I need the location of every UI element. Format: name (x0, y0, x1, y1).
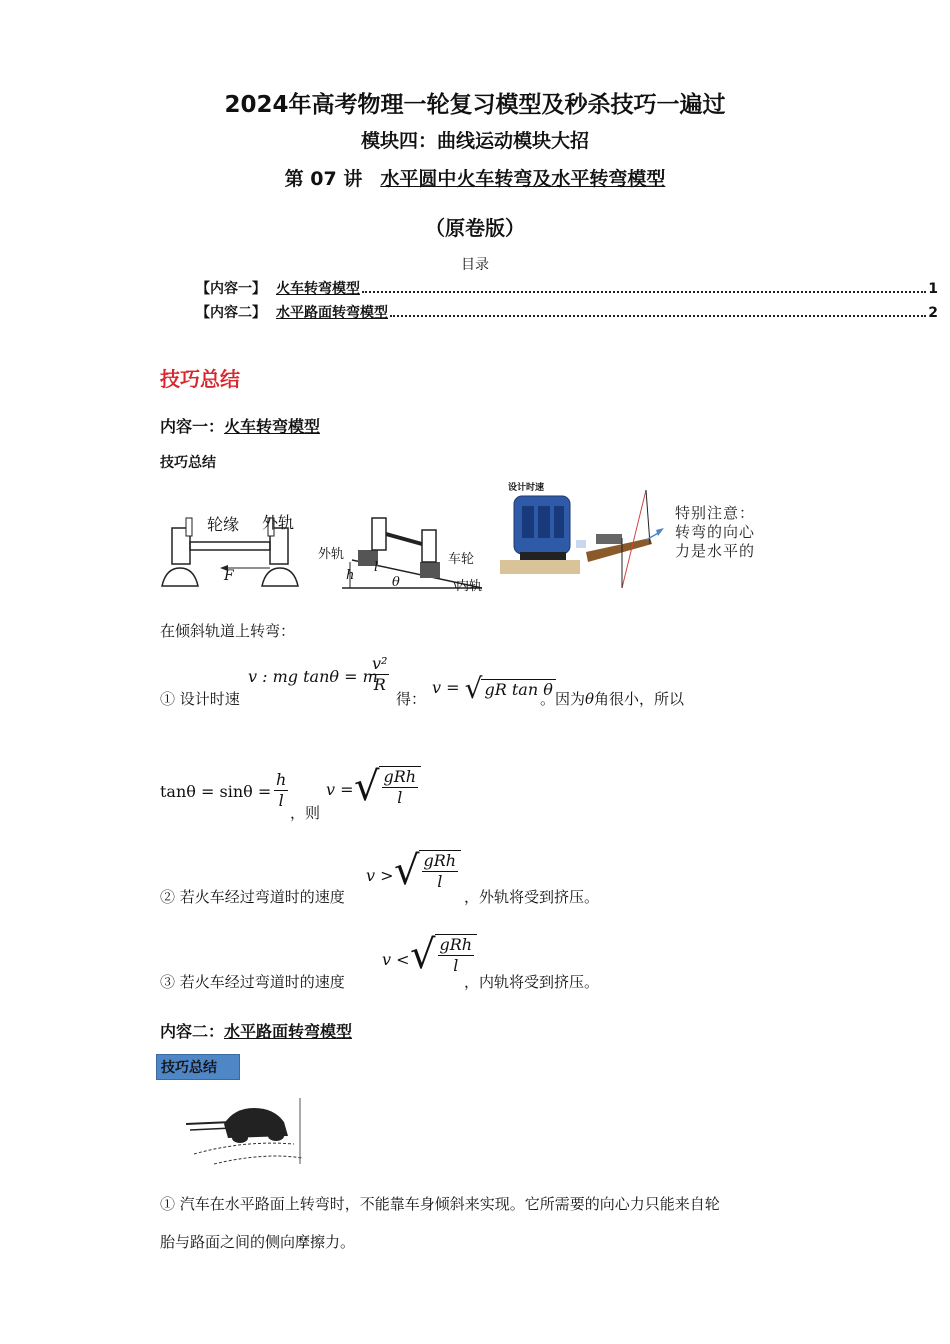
frac-num: h (276, 770, 287, 789)
frac-den: l (397, 788, 403, 807)
eq-result-1: v = √ gR tan θ (432, 672, 556, 705)
eq2-fraction (274, 770, 288, 811)
item2-sqrt: √ $\frac{\text{gRh}}{l}$ (394, 848, 461, 894)
lecture-name: 水平圆中火车转弯及水平转弯模型 (380, 168, 666, 190)
part1-name: 火车转弯模型 (224, 417, 321, 436)
label-force: F (224, 568, 234, 584)
frac-num: gRh (439, 935, 473, 954)
label-outer-rail-2: 外轨 (318, 547, 345, 562)
item3-tail: ，内轨将受到挤压。 (464, 973, 600, 991)
eq-left: v : mg tanθ = m (248, 667, 378, 686)
note-line: 转弯的向心 (675, 523, 756, 541)
part2-prefix: 内容二： (160, 1022, 225, 1041)
item3-v: v < (382, 950, 410, 969)
item2-v: v > (366, 866, 394, 885)
toc-link[interactable]: 火车转弯模型 (276, 281, 360, 297)
part2-sub-box: 技巧总结 (156, 1054, 240, 1080)
label-inner-rail: 内轨 (456, 579, 483, 594)
paragraph-line: 胎与路面之间的侧向摩擦力。 (160, 1233, 356, 1251)
toc-item[interactable] (196, 302, 938, 322)
part1-intro: 在倾斜轨道上转弯： (160, 622, 296, 640)
label-theta: θ (392, 575, 400, 590)
part2-paragraph (160, 1185, 800, 1261)
eq-fraction (370, 654, 389, 695)
toc-leader (362, 291, 926, 293)
frac-den: l (278, 791, 284, 810)
item1-tail (540, 688, 684, 709)
eq-force-balance (248, 667, 378, 686)
edition-label: （原卷版） (425, 216, 525, 240)
note-line: 力是水平的 (675, 542, 756, 560)
toc-tag: 【内容一】 (196, 281, 266, 297)
toc-heading: 目录 (461, 257, 489, 273)
lecture-number: 第 07 讲 (284, 168, 363, 190)
toc-page: 2 (928, 305, 938, 321)
item3-sqrt: √ $\frac{\text{gRh}}{l}$ (410, 932, 477, 978)
frac-den: R (373, 675, 386, 694)
toc-item[interactable] (196, 278, 938, 298)
tail-b: 角很小，所以 (594, 690, 685, 708)
eq2-sqrt: √ $\frac{\text{gRh}}{l}$ (354, 764, 421, 810)
item1-de: 得： (396, 690, 427, 708)
label-h: h (346, 568, 355, 583)
label-l: l (374, 560, 379, 575)
label-wheel: 车轮 (448, 552, 475, 567)
frac-num: gRh (423, 851, 457, 870)
toc-link[interactable]: 水平路面转弯模型 (276, 305, 388, 321)
train-illustration (500, 478, 670, 592)
section-heading: 技巧总结 (160, 367, 240, 391)
part2-name: 水平路面转弯模型 (224, 1022, 353, 1041)
item1-label: ① 设计时速 (160, 690, 240, 708)
module-title: 模块四：曲线运动模块大招 (360, 130, 589, 152)
tail-a: 。因为 (540, 690, 586, 708)
note-box (675, 504, 755, 561)
label-rim: 轮缘 (207, 515, 240, 534)
label-outer-rail: 外轨 (262, 513, 295, 532)
part1-prefix: 内容一： (160, 417, 225, 436)
eq2-left: tanθ = sinθ = (160, 782, 272, 801)
theta-symbol: θ (585, 690, 595, 708)
item2-text: ② 若火车经过弯道时的速度 (160, 888, 345, 906)
frac-num: v² (372, 654, 388, 673)
eq2-v: v = (326, 780, 354, 799)
part1-sub: 技巧总结 (160, 455, 216, 471)
toc-page: 1 (928, 281, 938, 297)
sqrt-body: gR tan θ (481, 679, 555, 699)
document-title: 2024年高考物理一轮复习模型及秒杀技巧一遍过 (224, 92, 726, 118)
eq2-then: ，则 (290, 804, 321, 822)
eq-v: v = (432, 678, 460, 697)
frac-den: l (453, 956, 459, 975)
car-sketch (184, 1094, 306, 1168)
paragraph-line: ① 汽车在水平路面上转弯时，不能靠车身倾斜来实现。它所需要的向心力只能来自轮 (160, 1195, 720, 1213)
frac-num: gRh (383, 767, 417, 786)
frac-den: l (437, 872, 443, 891)
part2-heading (160, 1019, 352, 1042)
label-design-speed: 设计时速 (508, 483, 545, 493)
note-line: 特别注意： (675, 504, 756, 522)
toc-tag: 【内容二】 (196, 305, 266, 321)
eq-small-angle (160, 782, 271, 801)
toc-leader (390, 315, 926, 317)
part1-heading (160, 414, 320, 437)
item2-tail: ，外轨将受到挤压。 (464, 888, 600, 906)
lecture-title (0, 164, 950, 191)
item3-text: ③ 若火车经过弯道时的速度 (160, 973, 345, 991)
